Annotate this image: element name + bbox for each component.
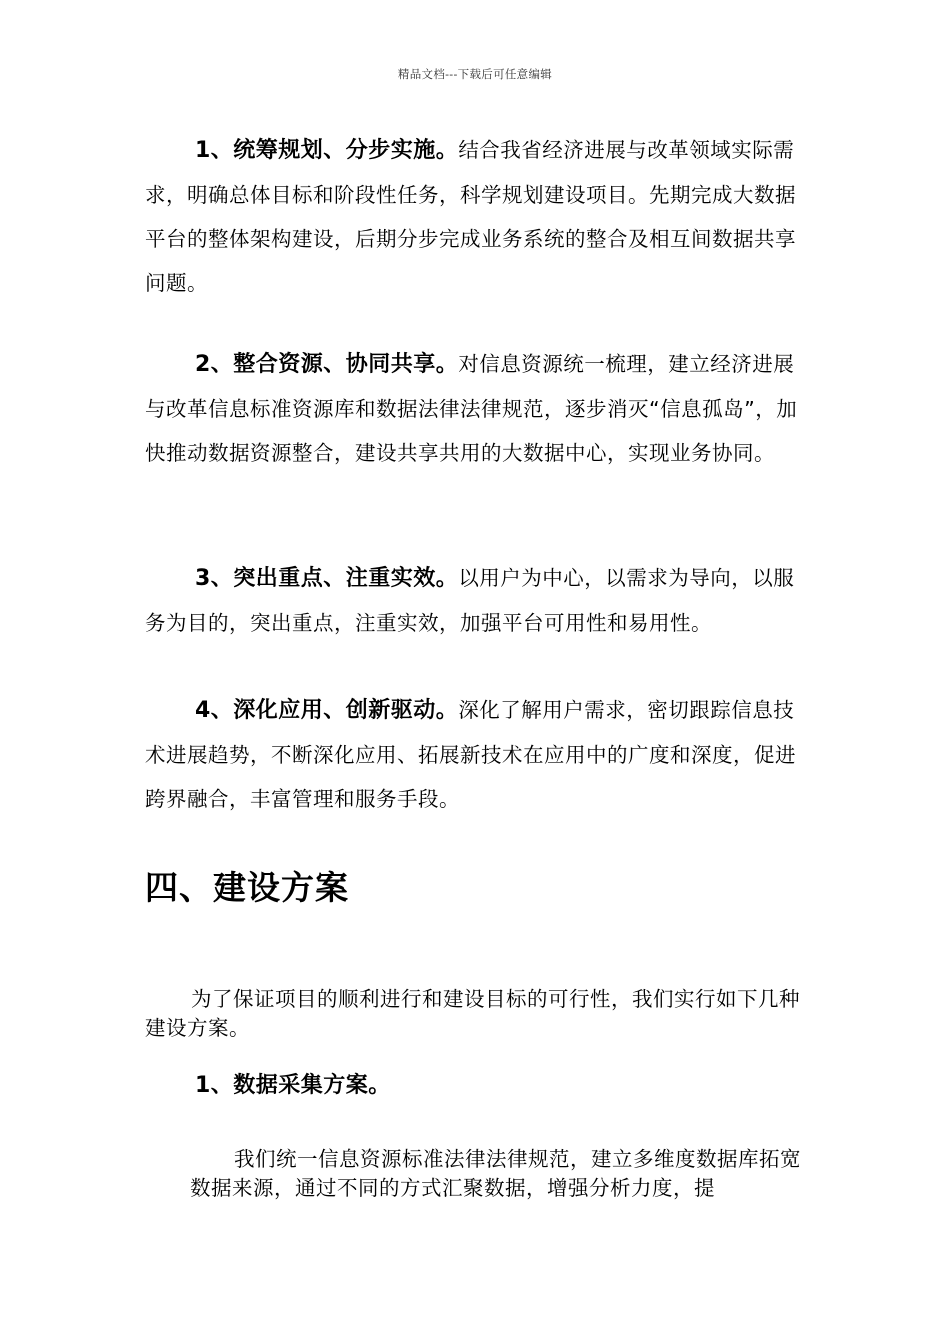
principle-body: 对信息资源统一梳理，建立经济进展与改革信息标准资源库和数据法律法律规范，逐步消灭“信息孤岛”，加快推动数据资源整合，建设共享共用的大数据中心，实现业务协同。 bbox=[145, 352, 798, 465]
subsection-heading: 1、数据采集方案。 bbox=[195, 1073, 391, 1098]
section-intro-text: 为了保证项目的顺利进行和建设目标的可行性，我们实行如下几种建设方案。 bbox=[145, 987, 800, 1040]
subsection-body-text: 我们统一信息资源标准法律法律规范，建立多维度数据库拓宽数据来源，通过不同的方式汇聚数据，增强分析力度，提 bbox=[190, 1147, 801, 1200]
principle-lead: 3、突出重点、注重实效。 bbox=[195, 566, 459, 591]
principle-item-1 bbox=[145, 128, 815, 305]
subsection-body bbox=[190, 1145, 815, 1203]
section-intro bbox=[145, 985, 815, 1043]
principle-item-4 bbox=[145, 688, 815, 821]
page-header: 精品文档---下载后可任意编辑 bbox=[397, 67, 553, 81]
principle-body: 深化了解用户需求，密切跟踪信息技术进展趋势，不断深化应用、拓展新技术在应用中的广度和深度，促进跨界融合，丰富管理和服务手段。 bbox=[145, 698, 796, 811]
principle-body: 以用户为中心，以需求为导向，以服务为目的，突出重点，注重实效，加强平台可用性和易用性。 bbox=[145, 566, 795, 635]
principle-lead: 4、深化应用、创新驱动。 bbox=[195, 698, 459, 723]
section-heading: 四、建设方案 bbox=[145, 868, 349, 907]
principle-lead: 2、整合资源、协同共享。 bbox=[195, 352, 459, 377]
principle-item-3 bbox=[145, 556, 815, 645]
principle-item-2 bbox=[145, 342, 815, 475]
principle-body: 结合我省经济进展与改革领域实际需求，明确总体目标和阶段性任务，科学规划建设项目。先期完成大数据平台的整体架构建设，后期分步完成业务系统的整合及相互间数据共享问题。 bbox=[145, 138, 796, 295]
principle-lead: 1、统筹规划、分步实施。 bbox=[195, 138, 459, 163]
